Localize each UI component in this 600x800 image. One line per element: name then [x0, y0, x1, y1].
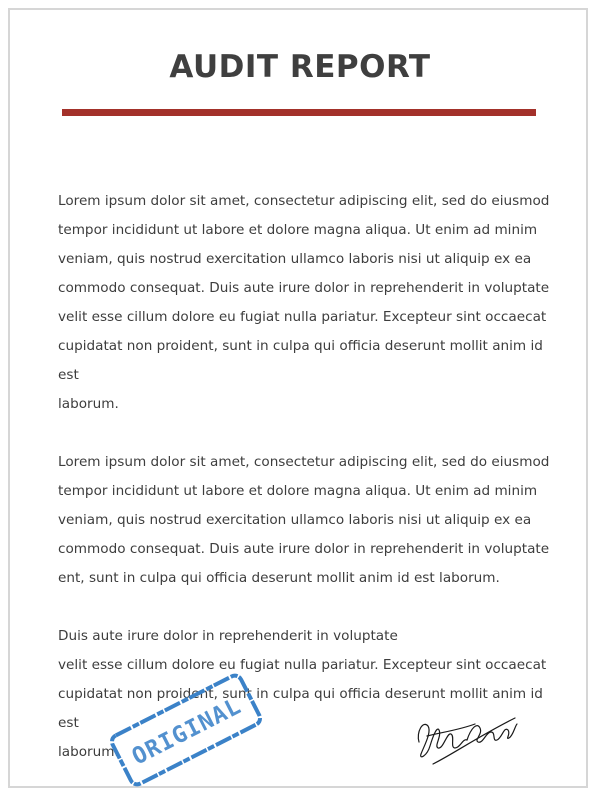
text-line: commodo consequat. Duis aute irure dolor in reprehenderit in voluptate [58, 280, 550, 296]
signature [413, 702, 523, 772]
stamp-label: ORIGINAL [128, 693, 246, 771]
text-line: Duis aute irure dolor in reprehenderit in voluptate [58, 628, 398, 644]
text-line: commodo consequat. Duis aute irure dolor in reprehenderit in voluptate [58, 541, 550, 557]
report-title: AUDIT REPORT [169, 49, 431, 85]
text-line: tempor incididunt ut labore et dolore magna aliqua. Ut enim ad minim [58, 222, 538, 238]
text-line: velit esse cillum dolore eu fugiat nulla pariatur. Excepteur sint occaecat [58, 657, 547, 673]
paragraph-2 [58, 448, 558, 593]
paragraph-1 [58, 187, 558, 419]
text-line: laborum. [58, 396, 119, 412]
text-line: velit esse cillum dolore eu fugiat nulla pariatur. Excepteur sint occaecat [58, 309, 547, 325]
original-stamp [96, 660, 276, 800]
text-line: cupidatat non proident, sunt in culpa qui officia deserunt mollit anim id est [58, 338, 543, 383]
text-line: laborum. [58, 744, 119, 760]
text-line: cupidatat non proident, sunt in culpa qui officia deserunt mollit anim id est [58, 686, 543, 731]
text-line: ent, sunt in culpa qui officia deserunt mollit anim id est laborum. [58, 570, 500, 586]
text-line: veniam, quis nostrud exercitation ullamco laboris nisi ut aliquip ex ea [58, 251, 532, 267]
text-line: tempor incididunt ut labore et dolore magna aliqua. Ut enim ad minim [58, 483, 538, 499]
title-divider [62, 109, 536, 116]
text-line: Lorem ipsum dolor sit amet, consectetur adipiscing elit, sed do eiusmod [58, 454, 550, 470]
text-line: Lorem ipsum dolor sit amet, consectetur adipiscing elit, sed do eiusmod [58, 193, 550, 209]
text-line: veniam, quis nostrud exercitation ullamco laboris nisi ut aliquip ex ea [58, 512, 532, 528]
